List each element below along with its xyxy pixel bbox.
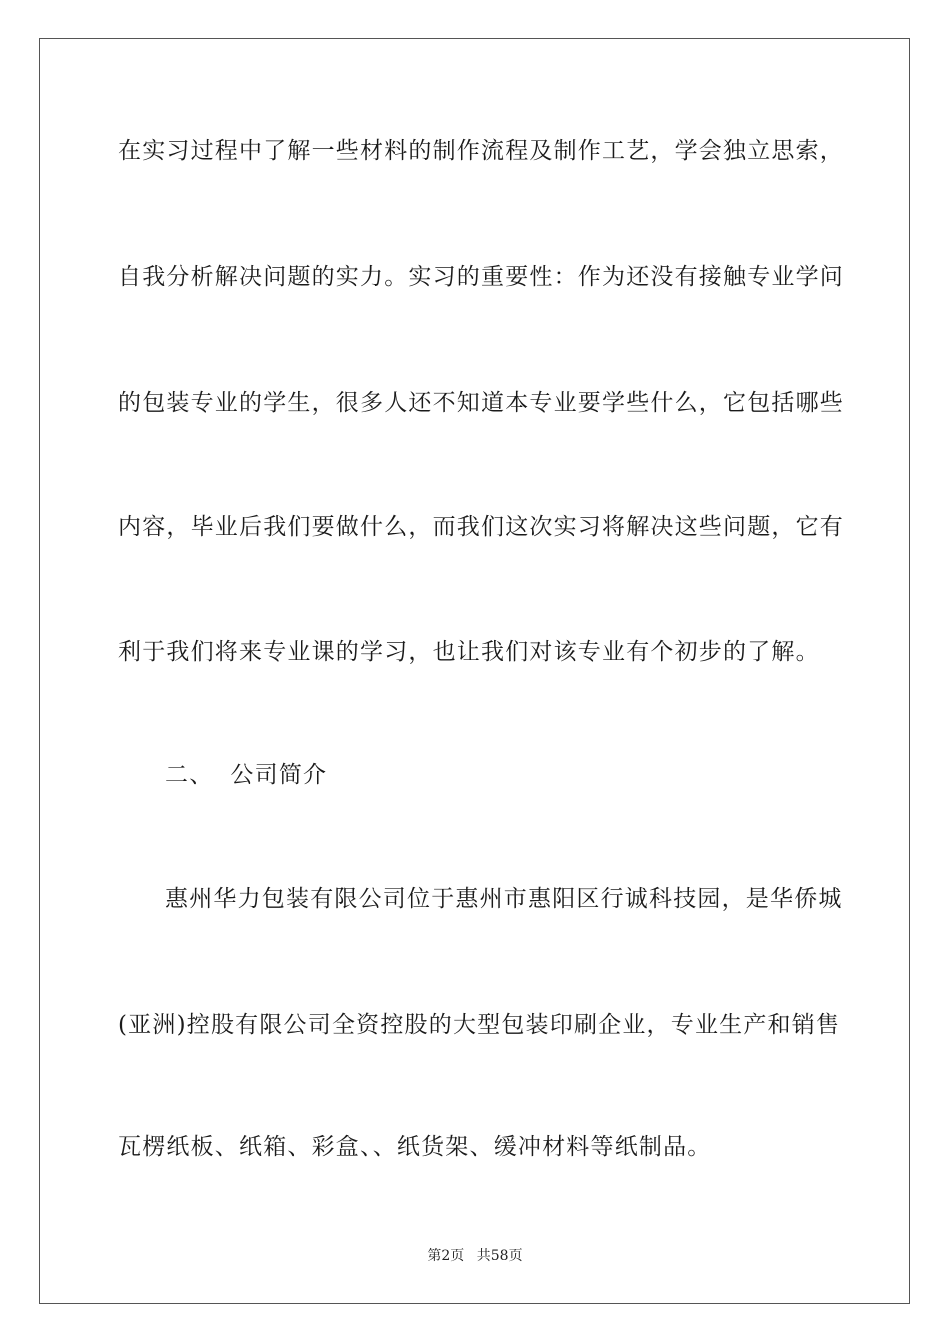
body-line-3: 的包装专业的学生，很多人还不知道本专业要学些什么，它包括哪些 <box>118 390 844 416</box>
section-line-2: (亚洲)控股有限公司全资控股的大型包装印刷企业，专业生产和销售 <box>118 1012 841 1038</box>
section-line-3: 瓦楞纸板、纸箱、彩盒、、纸货架、缓冲材料等纸制品。 <box>118 1134 712 1160</box>
section-heading: 二、 公司简介 <box>165 762 328 788</box>
body-line-1: 在实习过程中了解一些材料的制作流程及制作工艺，学会独立思索， <box>118 138 844 164</box>
body-line-5: 利于我们将来专业课的学习，也让我们对该专业有个初步的了解。 <box>118 639 820 665</box>
page-footer <box>0 1247 950 1265</box>
body-line-4: 内容，毕业后我们要做什么，而我们这次实习将解决这些问题，它有 <box>118 514 844 540</box>
page-border <box>39 38 910 1304</box>
page-total: 共58页 <box>476 1248 523 1264</box>
section-line-1: 惠州华力包装有限公司位于惠州市惠阳区行诚科技园，是华侨城 <box>165 886 843 912</box>
body-line-2: 自我分析解决问题的实力。实习的重要性：作为还没有接触专业学问 <box>118 264 844 290</box>
page-number: 第2页 <box>427 1248 465 1264</box>
